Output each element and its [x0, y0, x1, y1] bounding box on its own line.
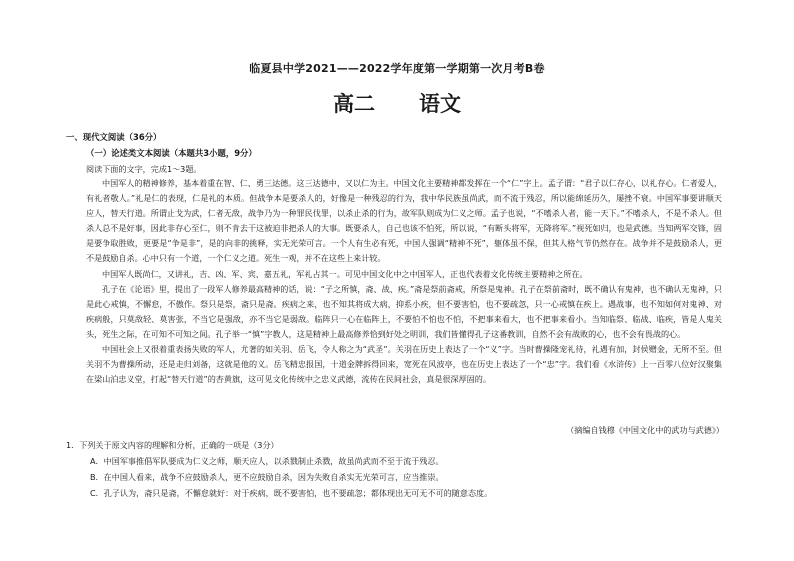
passage-paragraph-3: 孔子在《论语》里，提出了一段军人修养最高精神的话，说：“子之所慎，斋、战、疾。”斋是祭前斋戒，所祭是鬼神。孔子在祭前斋时，既不确认有鬼神，也不确认无鬼神，只是此心戒慎，不懈怠，不傲作。祭只是祭，斋只是斋。疾病之来，也不知其将成大病，抑系小疾，但不要害怕，也不要疏忽，只一心戒慎在疾上。遇战事，也不知如何对鬼神、对疾病般，只莫敌轻、莫害张，不当它是强敌，亦不当它是弱敌。临阵只一心在临阵上，不要怕不怕也不怕，不把事来看大，也不把事来看小。当知临祭、临战、临疾，皆是人鬼关头，死生之际，在可知不可知之间。孔子举一“慎”字教人，这是精神上最高修养恰到好处之明训，我们皆懂得孔子这番教训，自然不会有战败的心，也不会有畏战的心。: [86, 283, 722, 339]
question-1-option-c: C．孔子认为，斋只是斋，不懈怠就好：对于疾病，既不要害怕，也不要疏忽；都体现出无可无不可的随意态度。: [90, 488, 493, 498]
passage-paragraph-2: 中国军人既尚仁，又讲礼，吉、凶、军、宾、嘉五礼，军礼占其一。可见中国文化中之中国军人，正也代表着文化传统主要精神之所在。: [102, 268, 588, 279]
subject-label: 语文: [419, 92, 461, 116]
question-1-option-b: B．在中国人看来，战争不应鼓励杀人，更不应鼓励自杀，因为失败自杀实无光荣可言，应当推崇。: [90, 472, 444, 482]
reading-instruction: 阅读下面的文字，完成1～3题。: [86, 164, 202, 174]
sub-section-heading: （一）论述类文本阅读（本题共3小题，9分）: [86, 148, 257, 158]
passage-citation: （摘编自钱穆《中国文化中的武功与武德》）: [566, 425, 724, 435]
section-heading: 一、现代文阅读（36分）: [66, 132, 162, 142]
question-1-stem: 1．下列关于原文内容的理解和分析，正确的一项是（3分）: [66, 440, 279, 450]
exam-title: 临夏县中学2021——2022学年度第一学期第一次月考B卷: [249, 62, 545, 75]
subject-title: [0, 88, 794, 118]
question-1-option-a: A．中国军事推倡军队要成为仁义之师，顺天应人，以杀戮制止杀戮，故虽尚武而不至于流于残忍。: [90, 456, 444, 466]
passage-paragraph-4: 中国社会上又很着重表扬失败的军人，尤著的如关羽、岳飞，令人称之为“武圣”。关羽在历史上表达了一个“义”字。当时曹操隆宠礼待，礼遇有加，封侯赠金，无所不至。但关羽不为曹操所动，还是走归刘备，这就是他的义。岳飞精忠报国，十道金牌拆得回来，宽死在风波亭，也在历史上表达了一个“忠”字。我们看《水浒传》上一百零八位好汉聚集在梁山泊忠义堂，打起“替天行道”的杏黄旗，这可见文化传统中之忠义武德，流传在民间社会，真是很深厚固的。: [86, 344, 722, 385]
grade-label: 高二: [333, 92, 375, 116]
reading-passage: [86, 176, 722, 387]
passage-paragraph-1: 中国军人的精神修养，基本着重在智、仁、勇三达德。这三达德中，又以仁为主。中国文化主要精神都发挥在一个“仁”字上。孟子谓：“君子以仁存心，以礼存心。仁者爱人，有礼者敬人。”礼是仁的表现，仁是礼的本质。但战争本是要杀人的，好像是一种残忍的行为，我中华民族虽尚武，而不流于残忍，所以能绵延历久，屡挫不衰。中国军事要讲顺天应人，替天行道。所谓止戈为武，仁者无敌，战争乃为一种罪民伐罪，以杀止杀的行为，故军队则成为仁义之师。孟子也说，“不嗜杀人者，能一天下。”不嗜杀人，不是不杀人。但杀人总不是好事，因此非存心至仁，则不肯去干这被迫非把杀人的大事。既要杀人，自己也该不怕死，所以说，“有断头将军，无降将军。”视死如归，也是武德。当知两军交锋，固是要争取胜败，更要是“争是非”，是的向非的挑释，实无光荣可言。一个人有生必有死，中国人强调“精神不死”，躯体虽不保，但其人格气节仍然存在。战争并不是鼓励杀人，更不是鼓励自杀。心中只有一个道，一个仁义之道。死生一观，并不在这些上来计较。: [86, 178, 722, 264]
